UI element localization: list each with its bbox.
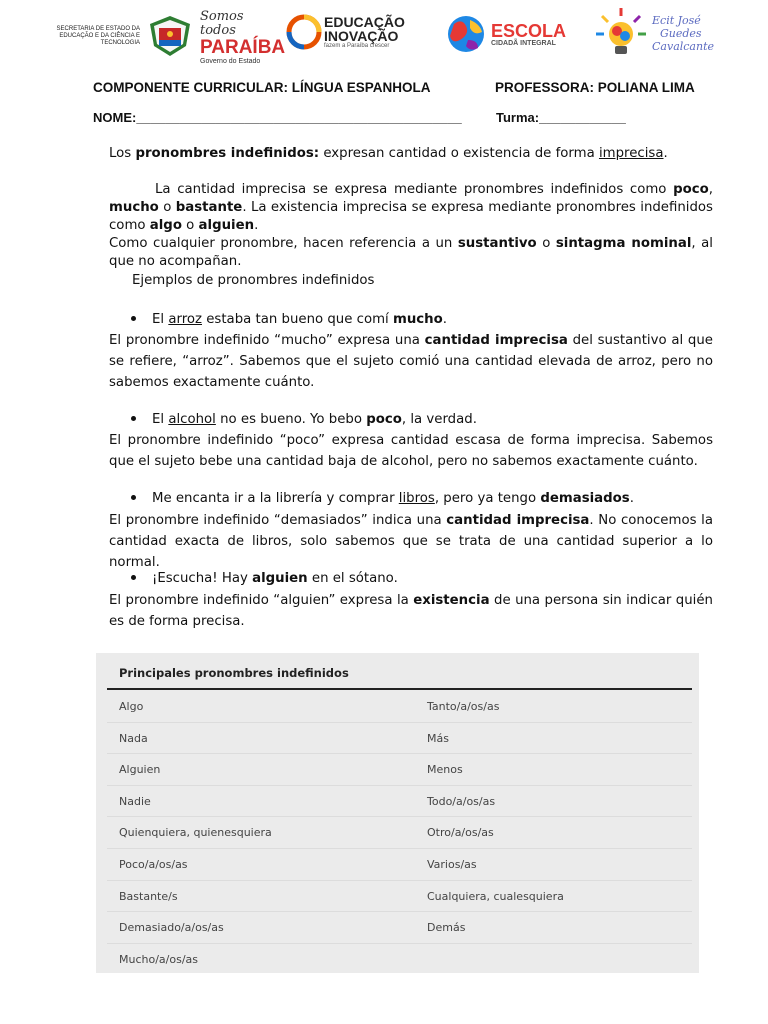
educacao-logo bbox=[286, 14, 405, 50]
educacao-tagline: fazem a Paraíba crescer bbox=[324, 43, 390, 49]
nome-field: NOME:_____________________________________________ bbox=[93, 110, 462, 125]
bullet-icon bbox=[131, 495, 136, 500]
table-row bbox=[107, 785, 692, 818]
example-2-sentence: El alcohol no es bueno. Yo bebo poco, la verdad. bbox=[131, 411, 477, 429]
educacao-line1: EDUCAÇÃO bbox=[324, 14, 405, 30]
paraiba-name: PARAÍBA bbox=[200, 37, 286, 58]
paraiba-sub: Governo do Estado bbox=[200, 58, 261, 65]
header-logos bbox=[0, 0, 768, 66]
escola-sub: CIDADÃ INTEGRAL bbox=[491, 39, 556, 47]
educacao-swirl-icon bbox=[286, 14, 322, 50]
table-cell: Poco/a/os/as bbox=[119, 858, 188, 871]
table-cell: Quienquiera, quienesquiera bbox=[119, 826, 272, 840]
ecit-line1: Ecit José bbox=[652, 13, 701, 27]
table-row bbox=[107, 816, 692, 849]
table-cell: Bastante/s bbox=[119, 889, 178, 903]
ecit-line2: Guedes bbox=[660, 26, 702, 40]
bullet-icon bbox=[131, 316, 136, 321]
examples-heading: Ejemplos de pronombres indefinidos bbox=[132, 273, 375, 288]
table-cell: Nadie bbox=[119, 794, 151, 808]
example-1-explanation: El pronombre indefinido “mucho” expresa una cantidad imprecisa del sustantivo al que se refiere, “arroz”. Sabemos que el sujeto comió una cantidad elevada de arroz, pero no sabemos exactamente cuánto. bbox=[109, 333, 713, 390]
pronouns-table bbox=[96, 653, 699, 973]
table-row bbox=[107, 690, 692, 723]
bullet-icon bbox=[131, 575, 136, 580]
table-cell: Alguien bbox=[119, 763, 161, 777]
professora: PROFESSORA: POLIANA LIMA bbox=[495, 80, 695, 95]
paragraph-cantidad: La cantidad imprecisa se expresa mediante pronombres indefinidos como poco, mucho o bastante. La existencia imprecisa se expresa mediante pronombres indefinidos como algo o alguien. bbox=[109, 182, 713, 233]
table-cell: Demasiado/a/os/as bbox=[119, 921, 224, 935]
escola-globe-icon bbox=[444, 14, 488, 54]
secretaria-logo bbox=[54, 26, 140, 47]
paraiba-logo bbox=[200, 9, 286, 65]
table-cell: Todo/a/os/as bbox=[427, 794, 496, 808]
table-title: Principales pronombres indefinidos bbox=[119, 666, 349, 680]
example-4-sentence: ¡Escucha! Hay alguien en el sótano. bbox=[131, 570, 398, 588]
example-1-sentence: El arroz estaba tan bueno que comí mucho. bbox=[131, 311, 447, 329]
turma-field: Turma:____________ bbox=[496, 110, 626, 125]
table-cell: Nada bbox=[119, 731, 148, 745]
componente-curricular: COMPONENTE CURRICULAR: LÍNGUA ESPANHOLA bbox=[93, 80, 431, 95]
table-cell: Cualquiera, cualesquiera bbox=[427, 889, 564, 903]
paraiba-slogan: Somos todos bbox=[200, 9, 244, 38]
secretaria-text: SECRETARIA DE ESTADO DA EDUCAÇÃO E DA CIÊNCIA E TECNOLOGIA bbox=[56, 26, 140, 46]
bullet-icon bbox=[131, 416, 136, 421]
table-cell: Mucho/a/os/as bbox=[119, 952, 199, 966]
example-2-explanation: El pronombre indefinido “poco” expresa cantidad escasa de forma imprecisa. Sabemos que el sujeto bebe una cantidad baja de alcohol, pero no sabemos exactamente cuánto. bbox=[109, 433, 713, 469]
table-row bbox=[107, 943, 692, 975]
table-row bbox=[107, 722, 692, 755]
table-row bbox=[107, 753, 692, 786]
table-cell: Otro/a/os/as bbox=[427, 826, 494, 840]
educacao-line2: INOVAÇÃO bbox=[324, 28, 399, 44]
table-row bbox=[107, 848, 692, 881]
table-cell: Algo bbox=[119, 700, 144, 713]
ecit-line3: Cavalcante bbox=[652, 39, 714, 53]
escola-name: ESCOLA bbox=[491, 20, 567, 41]
coat-of-arms-icon bbox=[146, 14, 194, 58]
example-3-sentence: Me encanta ir a la librería y comprar libros, pero ya tengo demasiados. bbox=[131, 490, 634, 508]
example-4-explanation: El pronombre indefinido “alguien” expresa la existencia de una persona sin indicar quién es de forma precisa. bbox=[109, 593, 713, 629]
table-row bbox=[107, 911, 692, 944]
table-row bbox=[107, 880, 692, 913]
escola-logo bbox=[444, 14, 566, 54]
table-cell: Tanto/a/os/as bbox=[427, 700, 500, 713]
intro-paragraph: Los pronombres indefinidos: expresan cantidad o existencia de forma imprecisa. bbox=[109, 146, 668, 161]
table-cell: Más bbox=[427, 731, 449, 745]
table-cell: Varios/as bbox=[427, 858, 477, 871]
table-cell: Demás bbox=[427, 921, 466, 935]
lightbulb-icon bbox=[592, 4, 650, 62]
example-3-explanation: El pronombre indefinido “demasiados” indica una cantidad imprecisa. No conocemos la cantidad exacta de libros, solo sabemos que se trata de una cantidad superior a lo normal. bbox=[109, 513, 713, 570]
ecit-logo bbox=[592, 4, 714, 62]
table-cell: Menos bbox=[427, 763, 463, 777]
paragraph-sustantivo: Como cualquier pronombre, hacen referencia a un sustantivo o sintagma nominal, al que no acompañan. bbox=[109, 236, 713, 269]
